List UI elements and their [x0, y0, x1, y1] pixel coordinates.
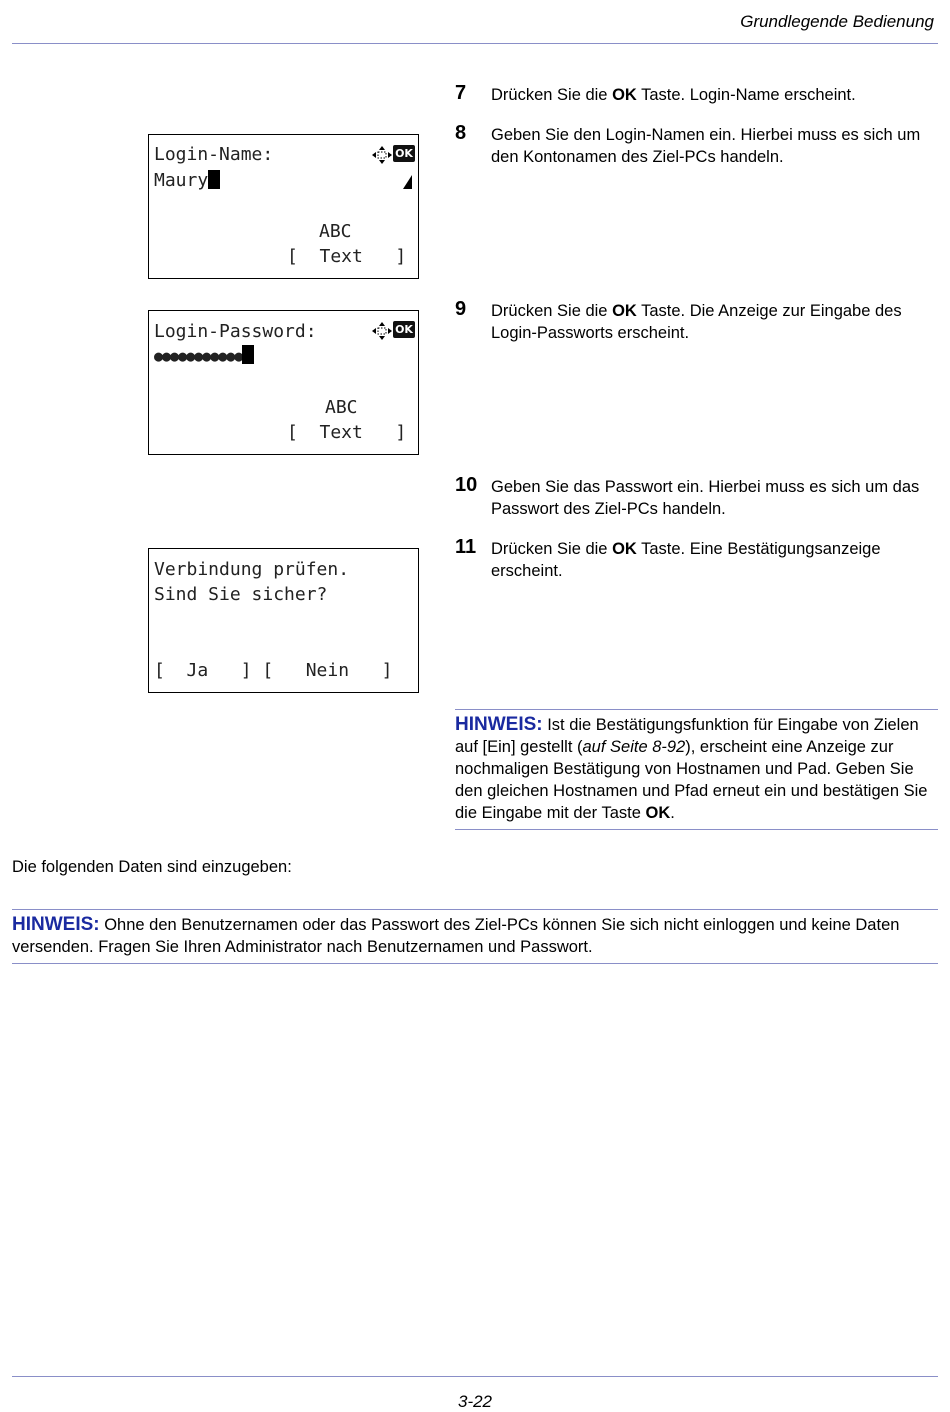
lcd-line2: Sind Sie sicher?	[154, 584, 328, 605]
lcd-softkeys: [ Ja ] [ Nein ]	[154, 660, 393, 681]
text-cursor	[208, 170, 220, 189]
scroll-indicator-icon	[403, 175, 413, 189]
step-number: 7	[455, 82, 467, 104]
following-data-text: Die folgenden Daten sind einzugeben:	[12, 858, 292, 876]
password-mask: ●●●●●●●●●●●	[154, 347, 243, 365]
step-number: 9	[455, 298, 467, 320]
ok-key-icon: OK	[393, 321, 415, 338]
lcd-line1: Verbindung prüfen.	[154, 559, 350, 580]
lcd-line1: Login-Password:	[154, 321, 317, 342]
note-label: HINWEIS:	[12, 914, 100, 935]
lcd-input-mode: ABC	[325, 397, 358, 418]
page-number: 3-22	[457, 1392, 493, 1411]
lcd-confirm-screen	[148, 548, 419, 693]
header-rule	[12, 43, 938, 44]
footer-rule	[12, 1376, 938, 1377]
nav-cross-icon	[371, 145, 393, 165]
step-text: Drücken Sie die OK Taste. Eine Bestätigungsanzeige erscheint.	[491, 540, 881, 580]
step-number: 8	[455, 122, 467, 144]
step-text: Geben Sie das Passwort ein. Hierbei muss es sich um das Passwort des Ziel-PCs handeln.	[491, 478, 920, 518]
step-8	[455, 124, 940, 168]
lcd-line2	[154, 345, 254, 365]
step-9	[455, 300, 940, 344]
note-credentials: HINWEIS: Ohne den Benutzernamen oder das Passwort des Ziel-PCs können Sie sich nicht einloggen und keine Daten versenden. Fragen Sie Ihren Administrator nach Benutzernamen und Passwort.	[12, 909, 938, 964]
step-10	[455, 476, 940, 520]
step-text: Geben Sie den Login-Namen ein. Hierbei muss es sich um den Kontonamen des Ziel-PCs handeln.	[491, 126, 921, 166]
note-confirmation: HINWEIS: Ist die Bestätigungsfunktion für Eingabe von Zielen auf [Ein] gestellt (auf Seite 8-92), erscheint eine Anzeige zur nochmaligen Bestätigung von Hostnamen und Pad. Geben Sie den gleichen Hostnamen und Pfad erneut ein und bestätigen Sie die Eingabe mit der Taste OK.	[455, 709, 938, 830]
lcd-input-mode: ABC	[319, 221, 352, 242]
lcd-line1: Login-Name:	[154, 144, 274, 165]
text-cursor	[242, 345, 254, 364]
lcd-softkey-text: [ Text ]	[287, 422, 407, 443]
lcd-softkey-text: [ Text ]	[287, 246, 407, 267]
note-label: HINWEIS:	[455, 714, 543, 735]
step-text: Drücken Sie die OK Taste. Login-Name erscheint.	[491, 86, 856, 104]
login-name-value: Maury	[154, 170, 209, 191]
step-7	[455, 84, 940, 106]
step-11	[455, 538, 940, 582]
lcd-login-name-screen	[148, 134, 419, 279]
lcd-login-password-screen	[148, 310, 419, 455]
step-text: Drücken Sie die OK Taste. Die Anzeige zur Eingabe des Login-Passworts erscheint.	[491, 302, 902, 342]
lcd-line2	[154, 170, 220, 191]
page-reference: auf Seite 8-92	[582, 738, 686, 756]
ok-key-icon: OK	[393, 145, 415, 162]
step-number: 11	[455, 536, 477, 558]
step-number: 10	[455, 474, 478, 496]
header-title: Grundlegende Bedienung	[740, 12, 934, 31]
nav-cross-icon	[371, 321, 393, 341]
